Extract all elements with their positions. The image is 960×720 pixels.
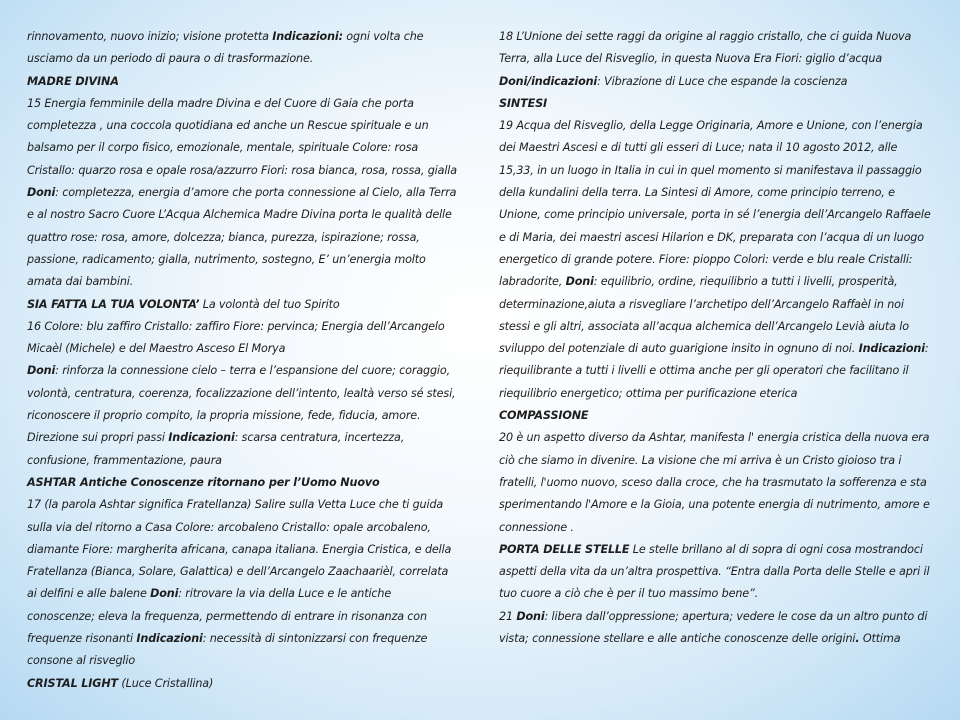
heading-cristal-light [27, 673, 461, 695]
paragraph-text: 19 Acqua del Risveglio, della Legge Originaria, Amore e Unione, con l’energia dei Maestri Ascesi e di tutti gli esseri di Luce; nata il 10 agosto 2012, alle 15,33, in un luogo in Italia in cui in quel momento si manifestava il passaggio della kundalini della terra. La Sintesi di Amore, come principio terreno, e Unione, come principio universale, porta in sé l’energia dell’Arcangelo Raffaele e di Maria, dei maestri ascesi Hilarion e DK, preparata con l’acqua di un luogo energetico di grande potere. Fiore: pioppo Colori: verde e blu reale Cristalli: labradorite, [499, 119, 931, 289]
paragraph-text: : scarsa centratura, incertezza, confusione, frammentazione, paura [27, 431, 405, 467]
doni-label: Doni [150, 587, 179, 601]
doni-label: Doni [27, 186, 56, 200]
paragraph-16-doni [27, 360, 461, 471]
paragraph-porta-stelle [499, 539, 933, 606]
paragraph-text: 18 L’Unione dei sette raggi da origine al raggio cristallo, che ci guida Nuova Terra, alla Luce del Risveglio, in questa Nuova Era Fiori: giglio d’acqua [499, 30, 912, 66]
paragraph-text: : riequilibrante a tutti i livelli e ottima anche per gli operatori che facilitano il riequilibrio energetico; ottima per purificazione eterica [499, 342, 929, 400]
heading-subtitle: (Luce Cristallina) [118, 676, 214, 690]
paragraph-18 [499, 26, 933, 71]
heading-ashtar: ASHTAR Antiche Conoscenze ritornano per l’Uomo Nuovo [27, 475, 380, 489]
paragraph-18-doni [499, 71, 933, 93]
paragraph-text: : equilibrio, ordine, riequilibrio a tutti i livelli, prosperità, determinazione,aiuta a risvegliare l’archetipo dell’Arcangelo Raffaèl in noi stessi e gli altri, associata all’acqua alchemica dell’Arcangelo Levià aiuta lo sviluppo del potenziale di auto guarigione insito in ognuno di noi. [499, 275, 909, 356]
heading-madre-divina: MADRE DIVINA [27, 74, 119, 88]
paragraph-text: : libera dall’oppressione; apertura; vedere le cose da un altro punto di vista; connessione stellare e alle antiche conoscenze delle origini [499, 609, 928, 646]
paragraph-text: 17 (la parola Ashtar significa Fratellanza) Salire sulla Vetta Luce che ti guida sulla via del ritorno a Casa Colore: arcobaleno Cristallo: opale arcobaleno, diamante Fiore: margherita africana, canapa italiana. Energia Cristica, e della Fratellanza (Bianca, Solare, Galattica) e dell’Arcangelo Zaachaarièl, correlata ai delfini e alle balene [27, 498, 452, 601]
paragraph-15 [27, 93, 461, 294]
paragraph-text: : necessità di sintonizzarsi con frequenze consone al risveglio [27, 632, 428, 668]
paragraph-19 [499, 115, 933, 405]
heading-text: CRISTAL LIGHT [27, 676, 119, 690]
paragraph-text: : ritrovare la via della Luce e le antiche conoscenze; eleva la frequenza, permettendo di entrare in risonanza con frequenze risonanti [27, 587, 427, 646]
paragraph-text: Le stelle brillano al di sopra di ogni cosa mostrandoci aspetti della vita da un’altra prospettiva. “Entra dalla Porta delle Stelle e apri il tuo cuore a ciò che è per il tuo massimo bene”. [499, 542, 930, 601]
paragraph-text: 21 [499, 609, 517, 623]
heading-text: PORTA DELLE STELLE [499, 542, 630, 556]
paragraph-21 [499, 606, 933, 651]
paragraph-text: rinnovamento, nuovo inizio; visione protetta [27, 30, 273, 43]
heading-sintesi: SINTESI [499, 96, 548, 110]
paragraph-text: Ottima [859, 632, 901, 646]
paragraph-text: 15 Energia femminile della madre Divina e del Cuore di Gaia che porta completezza , una coccola quotidiana ed anche un Rescue spirituale e un balsamo per il corpo fisico, emozionale, mentale, spirituale Colore: rosa Cristallo: quarzo rosa e opale rosa/azzurro Fiori: rosa bianca, rosa, rossa, gialla [27, 96, 457, 177]
indications-label: Indicazioni: [272, 30, 343, 43]
doni-label: Doni [516, 609, 545, 623]
paragraph-text: 16 Colore: blu zaffiro Cristallo: zaffiro Fiore: pervinca; Energia dell’Arcangelo Micaèl (Michele) e del Maestro Asceso El Morya [27, 319, 445, 356]
paragraph-period: . [855, 632, 860, 646]
paragraph-text: : completezza, energia d’amore che porta connessione al Cielo, alla Terra e al nostro Sacro Cuore L’Acqua Alchemica Madre Divina porta le qualità delle quattro rose: rosa, amore, dolcezza; bianca, purezza, ispirazione; rossa, passione, radicamento; gialla, nutrimento, sostegno, E’ un’energia molto amata dai bambini. [27, 186, 457, 289]
paragraph-text: : rinforza la connessione cielo – terra e l’espansione del cuore; coraggio, volontà, centratura, coerenza, focalizzazione dell’intento, lealtà verso sé stesi, riconoscere il proprio compito, la propria missione, fede, fiducia, amore. Direzione sui propri passi [27, 364, 456, 445]
doni-label: Doni/indicazioni [499, 74, 598, 88]
paragraph-20 [499, 427, 933, 538]
right-column [499, 26, 933, 650]
paragraph-intro [27, 26, 461, 71]
paragraph-16 [27, 316, 461, 361]
left-column [27, 26, 461, 695]
paragraph-17 [27, 494, 461, 672]
paragraph-text: ogni volta che usciamo da un periodo di paura o di trasformazione. [27, 30, 424, 66]
doni-label: Doni [27, 364, 56, 378]
indications-label: Indicazioni [858, 342, 925, 356]
indications-label: Indicazioni [136, 632, 203, 646]
doni-label: Doni [565, 275, 594, 289]
heading-subtitle: La volontà del tuo Spirito [199, 297, 340, 311]
indications-label: Indicazioni [168, 431, 235, 445]
heading-sia-fatta [27, 294, 461, 316]
heading-compassione: COMPASSIONE [499, 409, 589, 423]
paragraph-text: 20 è un aspetto diverso da Ashtar, manifesta l' energia cristica della nuova era ciò che siamo in divenire. La visione che mi arriva è un Cristo gioioso tra i fratelli, l'uomo nuovo, sceso dalla croce, che ha trasmutato la sofferenza e sta sperimentando l'Amore e la Gioia, una potente energia di nutrimento, amore e connessione . [499, 431, 930, 534]
heading-text: SIA FATTA LA TUA VOLONTA’ [27, 297, 200, 311]
paragraph-text: : Vibrazione di Luce che espande la coscienza [597, 74, 848, 88]
